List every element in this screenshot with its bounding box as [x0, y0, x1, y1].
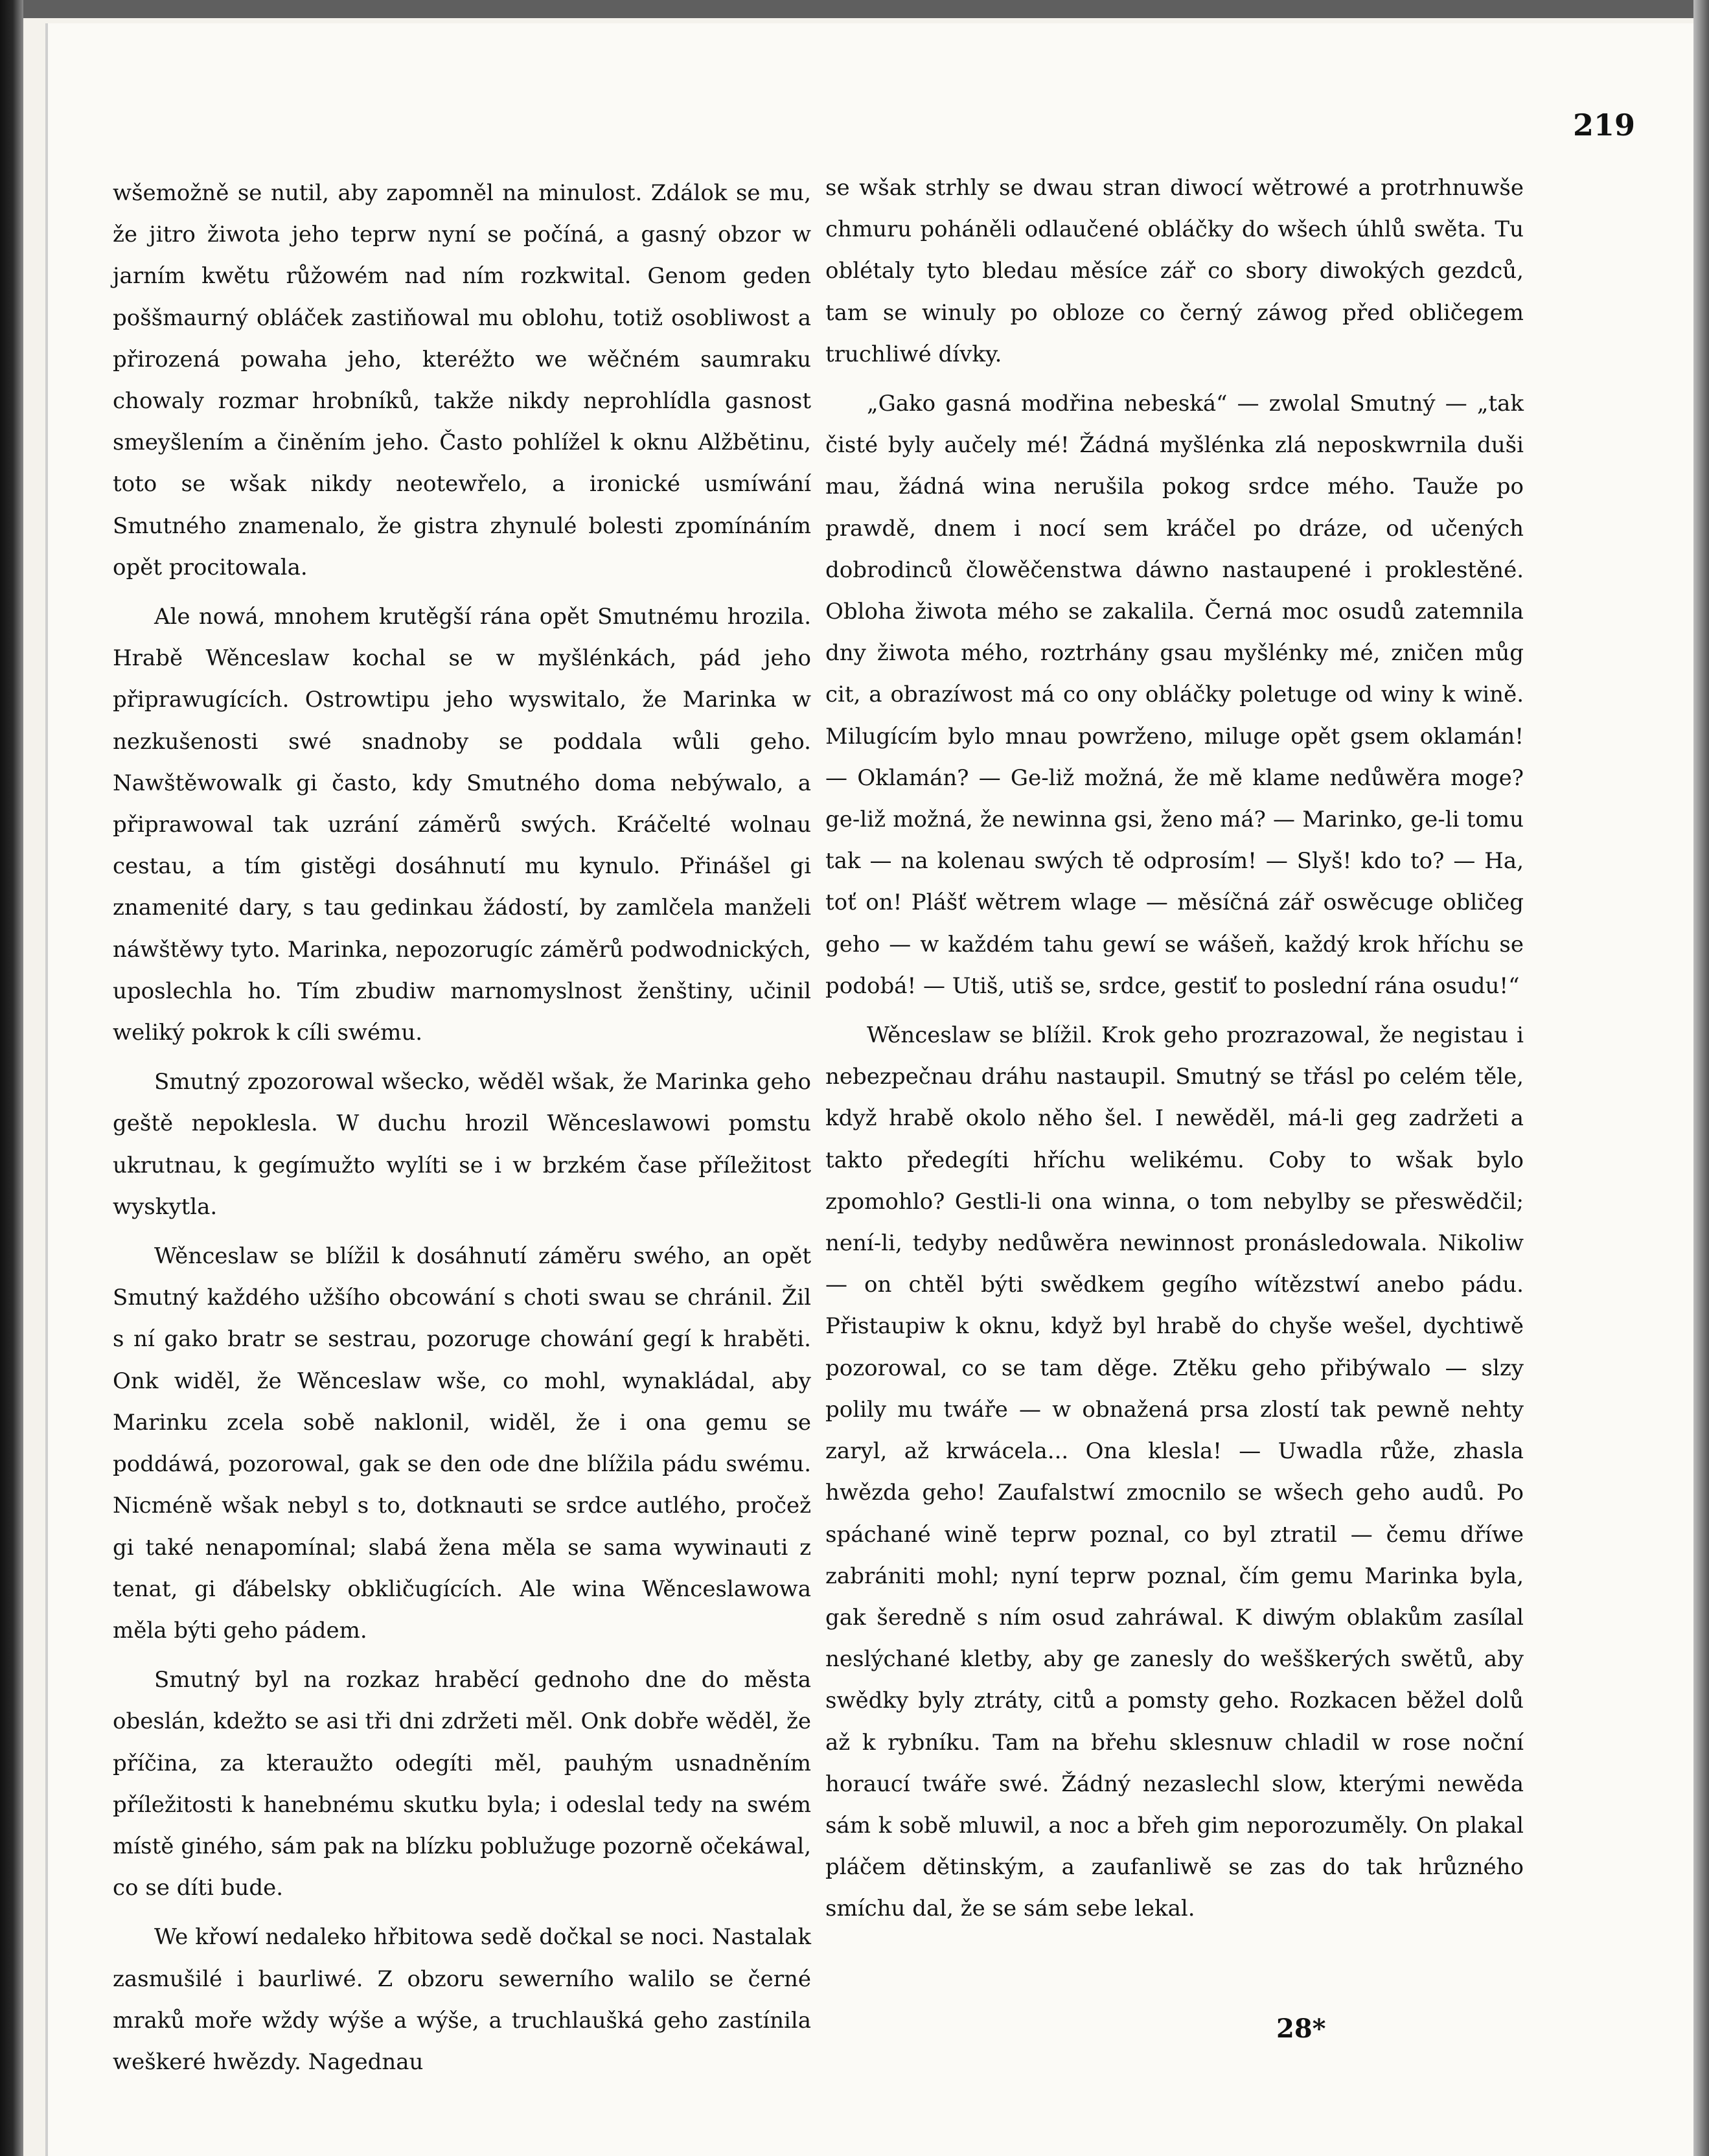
paragraph: We křowí nedaleko hřbitowa sedě dočkal se noci. Nastalak zasmušilé i baurliwé. Z obzoru sewerního walilo se černé mraků moře wždy wýše a wýše, a truchlaušká geho zastínila weškeré hwězdy. Nagednau: [113, 1924, 811, 2075]
paragraph: „Gako gasná modřina nebeská“ — zwolal Smutný — „tak čisté byly aučely mé! Žádná myšlénka zlá neposkwrnila duši mau, žádná wina nerušila pokog srdce mého. Tauže po prawdě, dnem i nocí sem kráčel po dráze, od učených dobrodinců člowěčenstwa dáwno nastaupené i proklestěné. Obloha žiwota mého se zakalila. Černá moc osudů zatemnila dny žiwota mého, roztrhány gsau myšlénky mé, zničen můg cit, a obrazíwost má co ony obláčky poletuge od winy k wině. Milugícím bylo mnau powrženo, miluge opět gsem oklamán! — Oklamán? — Ge-liž možná, že mě klame nedůwěra moge? ge-liž možná, že newinna gsi, ženo má? — Marinko, ge-li tomu tak — na kolenau swých tě odprosím! — Slyš! kdo to? — Ha, toť on! Plášť wětrem wlage — měsíčná zář oswěcuge obličeg geho — w každém tahu gewí se wášeň, každý krok hříchu se podobá! — Utiš, utiš se, srdce, gestiť to poslední rána osudu!“: [825, 391, 1524, 999]
paragraph: Wěnceslaw se blížil k dosáhnutí záměru swého, an opět Smutný každého užšího obcowání s choti swau se chránil. Žil s ní gako bratr se sestrau, pozoruge chowání gegí k hraběti. Onk widěl, že Wěnceslaw wše, co mohl, wynakládal, aby Marinku zcela sobě naklonil, widěl, že i ona gemu se poddáwá, pozorowal, gak se den ode dne blížila pádu swému. Nicméně wšak nebyl s to, dotknauti se srdce autlého, pročež gi také nenapomínal; slabá žena měla se sama wywinauti z tenat, gi ďábelsky obkličugících. Ale wina Wěnceslawowa měla býti geho pádem.: [113, 1243, 811, 1644]
paragraph: Smutný zpozorowal wšecko, wěděl wšak, že Marinka geho geště nepoklesla. W duchu hrozil Wěnceslawowi pomstu ukrutnau, k gegímužto wylíti se i w brzkém čase příležitost wyskytla.: [113, 1069, 811, 1220]
paragraph: Smutný byl na rozkaz hraběcí gednoho dne do města obeslán, kdežto se asi tři dni zdržeti měl. Onk dobře wěděl, že příčina, za kteraužto odegíti měl, pauhým usnadněním příležitosti k hanebnému skutku byla; i odeslal tedy na swém místě giného, sám pak na blízku poblužuge pozorně očekáwal, co se díti bude.: [113, 1667, 811, 1901]
paragraph: se wšak strhly se dwau stran diwocí wětrowé a protrhnuwše chmuru poháněli odlaučené obláčky do wšech úhlů swěta. Tu oblétaly tyto bledau měsíce zář co sbory diwokých gezdců, tam se winuly po obloze co černý záwog před obličegem truchliwé dívky.: [825, 175, 1524, 367]
signature-mark: 28*: [1276, 2013, 1326, 2044]
scan-border-top: [0, 0, 1709, 18]
paragraph: Wěnceslaw se blížil. Krok geho prozrazowal, že negistau i nebezpečnau dráhu nastaupil. Smutný se třásl po celém těle, když hrabě okolo něho šel. I newěděl, má-li geg zadržeti a takto předegíti hříchu welikému. Coby to wšak bylo zpomohlo? Gestli-li ona winna, o tom nebylby se přeswědčil; není-li, tedyby nedůwěra newinnost pronásledowala. Nikoliw — on chtěl býti swědkem gegího wítězstwí anebo pádu. Přistaupiw k oknu, když byl hrabě do chyše wešel, dychtiwě pozorowal, co se tam děge. Ztěku geho přibýwalo — slzy polily mu twáře — w obnažená prsa zlostí tak pewně nehty zaryl, až krwácela... Ona klesla! — Uwadla růže, zhasla hwězda geho! Zaufalstwí zmocnilo se wšech geho audů. Po spáchané wině teprw poznal, co byl ztratil — čemu dříwe zabrániti mohl; nyní teprw poznal, čím gemu Marinka byla, gak šeredně s ním osud zahráwal. K diwým oblakům zasílal neslýchané kletby, aby ge zanesly do wešškerých swětů, aby swědky byly ztráty, citů a pomsty geho. Rozkacen běžel dolů až k rybníku. Tam na břehu sklesnuw chladil w rose noční horaucí twáře swé. Žádný nezaslechl slow, kterými newěda sám k sobě mluwil, a noc a břeh gim neporozuměly. On plakal pláčem dětinským, a zaufanliwě se zas do tak hrůzného smíchu dal, že se sám sebe lekal.: [825, 1022, 1524, 1922]
paragraph: wšemožně se nutil, aby zapomněl na minulost. Zdálok se mu, že jitro žiwota jeho teprw nyní se počíná, a gasný obzor w jarním kwětu růžowém nad ním rozkwital. Genom geden poššmaurný obláček zastiňowal mu oblohu, totiž osobliwost a přirozená powaha jeho, kteréžto we wěčném saumraku chowaly rozmar hrobníků, takže nikdy neprohlídla gasnost smeyšlením a činěním jeho. Často pohlížel k oknu Alžbětinu, toto se wšak nikdy neotewřelo, a ironické usmíwání Smutného znamenalo, že gistra zhynulé bolesti zpomínáním opět procitowala.: [113, 180, 811, 580]
scan-border-left: [0, 0, 23, 2156]
page-number: 219: [1572, 108, 1635, 143]
scan-border-right: [1693, 0, 1709, 2156]
book-page: [45, 23, 1693, 2156]
paragraph: Ale nowá, mnohem krutěgší rána opět Smutnému hrozila. Hrabě Wěnceslaw kochal se w myšlénkách, pád jeho připrawugících. Ostrowtipu jeho wyswitalo, že Marinka w nezkušenosti swé snadnoby se poddala wůli geho. Nawštěwowalk gi často, kdy Smutného doma nebýwalo, a připrawowal tak uzrání záměrů swých. Kráčelté wolnau cestau, a tím gistěgi dosáhnutí mu kynulo. Přinášel gi znamenité dary, s tau gedinkau žádostí, by zamlčela manželi náwštěwy tyto. Marinka, nepozorugíc záměrů podwodnických, uposlechla ho. Tím zbudiw marnomyslnost ženštiny, učinil weliký pokrok k cíli swému.: [113, 604, 811, 1046]
left-column: [113, 172, 811, 2091]
right-column: [825, 167, 1524, 1938]
